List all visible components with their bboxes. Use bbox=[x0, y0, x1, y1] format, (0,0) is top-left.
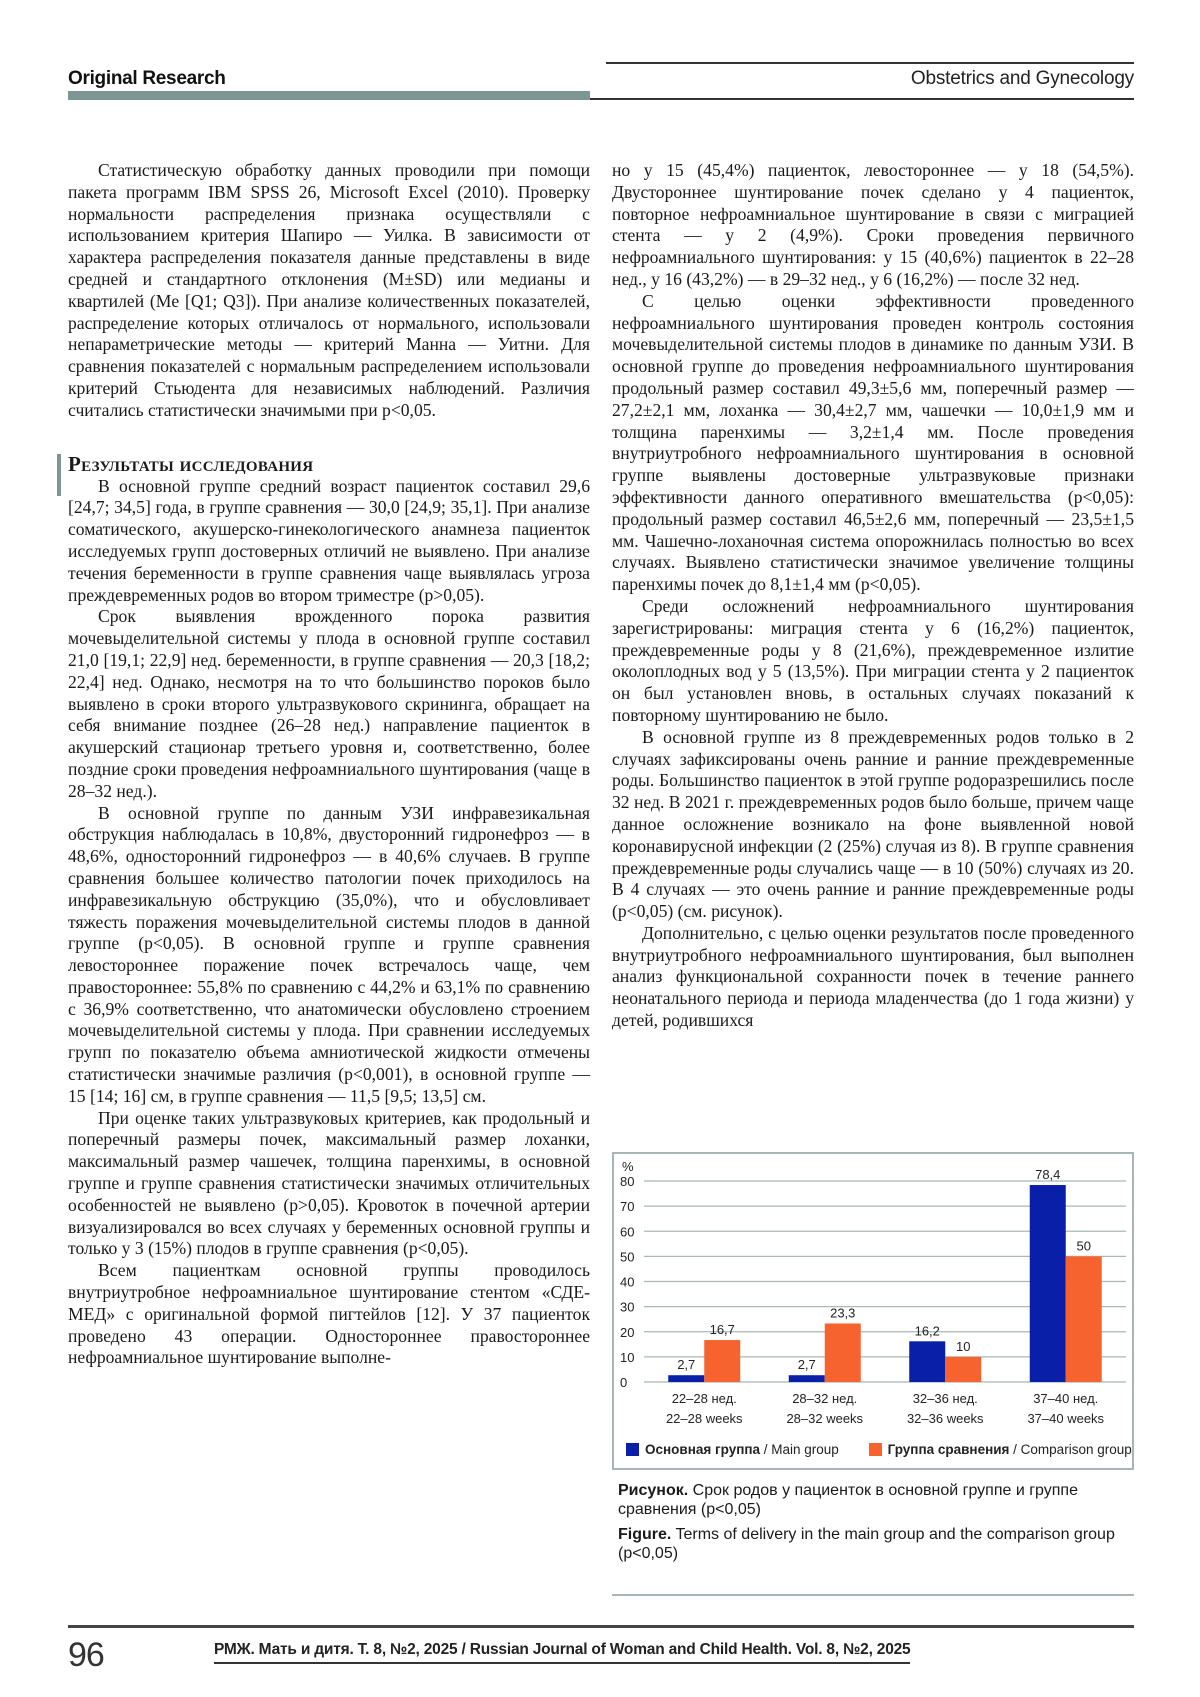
y-tick-label: 40 bbox=[620, 1274, 635, 1290]
x-tick-label-en: 32–36 weeks bbox=[906, 1411, 984, 1426]
bar-value-label: 16,2 bbox=[914, 1323, 940, 1339]
x-axis-labels bbox=[666, 1391, 1105, 1426]
body-paragraph: С целью оценки эффективности проведенного нефроамниального шунтирования проведен контроль состояния мочевыделительной системы плодов в динамике по данным УЗИ. В основной группе до проведения нефроамниального шунтирования продольный размер составил 49,3±5,6 мм, поперечный размер — 27,2±2,1 мм, лоханка — 30,4±2,7 мм, чашечки — 10,0±1,9 мм и толщина паренхимы — 3,2±1,4 мм. После проведения внутриутробного нефроамниального шунтирования в основной группе выявлены достоверные ультразвуковые признаки эффективности данного оперативного вмешательства (p<0,05): продольный размер составил 46,5±2,6 мм, поперечный — 23,5±1,5 мм. Чашечно-лоханочная система опорожнилась полностью во всех случаях. Выявлено статистически значимое увеличение толщины паренхимы почек до 8,1±1,4 мм (p<0,05). bbox=[612, 290, 1134, 595]
x-tick-label-en: 28–32 weeks bbox=[786, 1411, 864, 1426]
bar-main-group bbox=[1030, 1185, 1066, 1382]
y-axis-ticks bbox=[620, 1174, 634, 1390]
body-paragraph: Среди осложнений нефроамниального шунтирования зарегистрированы: миграция стента у 6 (16,2%) пациенток, преждевременные роды у 8 (21,6%), преждевременное излитие околоплодных вод у 5 (13,5%). При миграции стента у 2 пациенток он был установлен вновь, в остальных случаях показаний к повторному шунтированию не было. bbox=[612, 595, 1134, 725]
y-tick-label: 50 bbox=[620, 1249, 635, 1265]
legend-swatch-main bbox=[626, 1443, 639, 1456]
legend-item-main: Основная группа / Main group bbox=[626, 1442, 839, 1457]
results-paragraph: В основной группе по данным УЗИ инфравезикальная обструкция наблюдалась в 10,8%, двусторонний гидронефроз — в 48,6%, односторонний гидронефроз — в 40,6% случаев. В группе сравнения большее количество патологии почек приходилось на инфравезикальную обструкцию (35,0%), что и обусловливает тяжесть поражения мочевыделительной системы плодов в данной группе (p<0,05). В основной группе и группе сравнения левостороннее поражение почек встречалось чаще, чем правостороннее: 55,8% по сравнению с 44,2% и 63,1% по сравнению с 36,9% соответственно, что анатомически обусловлено строением мочевыделительной системы у плода. При сравнении исследуемых групп по показателю объема амниотической жидкости отмечены статистически значимые различия (p<0,001), в основной группе — 15 [14; 16] см, в группе сравнения — 11,5 [9,5; 13,5] см. bbox=[68, 802, 590, 1106]
bar-value-label: 2,7 bbox=[677, 1357, 696, 1373]
chart-legend bbox=[626, 1442, 1158, 1457]
bar-value-label: 10 bbox=[956, 1338, 971, 1354]
y-tick-label: 0 bbox=[620, 1375, 628, 1390]
journal-citation: РМЖ. Мать и дитя. Т. 8, №2, 2025 / Russian Journal of Woman and Child Health. Vol. 8, №2, 2025 bbox=[214, 1641, 910, 1664]
header-accent-bar bbox=[68, 91, 590, 100]
y-tick-label: 10 bbox=[620, 1349, 635, 1365]
header-rule-top bbox=[606, 62, 1134, 64]
legend-item-comparison: Группа сравнения / Comparison group bbox=[869, 1442, 1132, 1457]
footer-rule bbox=[68, 1625, 1134, 1628]
legend-swatch-comparison bbox=[869, 1443, 882, 1456]
y-tick-label: 20 bbox=[620, 1324, 635, 1340]
caption-en: Figure. Terms of delivery in the main group and the comparison group (p<0,05) bbox=[618, 1526, 1115, 1562]
body-paragraph: но у 15 (45,4%) пациенток, левостороннее — у 18 (54,5%). Двустороннее шунтирование почек сделано у 4 пациенток, повторное нефроамниальное шунтирование в связи с миграцией стента — у 2 (4,9%). Сроки проведения первичного нефроамниального шунтирования: у 15 (40,6%) пациенток в 22–28 нед., у 16 (43,2%) — в 29–32 нед., у 6 (16,2%) — после 32 нед. bbox=[612, 160, 1134, 289]
x-tick-label-ru: 37–40 нед. bbox=[1033, 1391, 1099, 1406]
left-column bbox=[68, 160, 590, 1369]
results-paragraph: В основной группе средний возраст пациенток составил 29,6 [24,7; 34,5] года, в группе сравнения — 30,0 [24,9; 35,1]. При анализе соматического, акушерско-гинекологического анамнеза пациенток исследуемых групп достоверных отличий не выявлено. При анализе течения беременности в группе сравнения чаще выявлялась угроза преждевременных родов во втором триместре (p>0,05). bbox=[68, 475, 590, 605]
results-paragraph: Срок выявления врожденного порока развития мочевыделительной системы у плода в основной группе составил 21,0 [19,1; 22,9] нед. беременности, в группе сравнения — 20,3 [18,2; 22,4] нед. Однако, несмотря на то что большинство пороков было выявлено в сроки второго ультразвукового скрининга, обращает на себя внимание позднее (26–28 нед.) направление пациенток в акушерский стационар третьего уровня и, соответственно, более поздние сроки проведения нефроамниального шунтирования (чаще в 28–32 нед.). bbox=[68, 606, 590, 801]
figure-bar-chart bbox=[612, 1152, 1134, 1470]
bar-comparison-group bbox=[704, 1340, 740, 1382]
body-paragraph: Дополнительно, с целью оценки результатов после проведенного внутриутробного нефроамниального шунтирования, был выполнен анализ функциональной сохранности почек в течение раннего неонатального периода и периода младенчества (до 1 года жизни) у детей, родившихся bbox=[612, 922, 1134, 1031]
bar-comparison-group bbox=[1066, 1256, 1102, 1382]
bar-main-group bbox=[668, 1375, 704, 1382]
bar-value-label: 23,3 bbox=[830, 1305, 856, 1321]
bar-main-group bbox=[909, 1341, 945, 1382]
x-tick-label-en: 37–40 weeks bbox=[1027, 1411, 1105, 1426]
bar-comparison-group bbox=[945, 1357, 981, 1382]
section-heading-results: Результаты исследования bbox=[68, 452, 590, 476]
x-tick-label-ru: 32–36 нед. bbox=[912, 1391, 978, 1406]
y-tick-label: 60 bbox=[620, 1224, 635, 1240]
bar-chart-canvas bbox=[614, 1154, 1132, 1468]
body-paragraph: В основной группе из 8 преждевременных родов только в 2 случаях зафиксированы очень ранние и ранние преждевременные роды. Большинство пациенток в этой группе родоразрешились после 32 нед. В 2021 г. преждевременных родов было больше, причем чаще данное осложнение возникало на фоне выявленной новой коронавирусной инфекции (2 (25%) случая из 8). В группе сравнения преждевременные роды случались чаще — в 10 (50%) случаях из 20. В 4 случаях — это очень ранние и ранние преждевременные роды (p<0,05) (см. рисунок). bbox=[612, 726, 1134, 922]
y-tick-label: 80 bbox=[620, 1174, 635, 1189]
bar-value-label: 2,7 bbox=[797, 1357, 816, 1373]
figure-caption bbox=[618, 1481, 1128, 1569]
y-tick-label: 70 bbox=[620, 1199, 635, 1215]
x-tick-label-ru: 28–32 нед. bbox=[792, 1391, 858, 1406]
y-axis-unit: % bbox=[622, 1159, 634, 1174]
bar-value-label: 78,4 bbox=[1035, 1167, 1061, 1183]
x-tick-label-en: 22–28 weeks bbox=[665, 1411, 743, 1426]
chart-bars bbox=[668, 1185, 1102, 1382]
right-column bbox=[612, 160, 1134, 1032]
bar-comparison-group bbox=[825, 1323, 861, 1382]
y-tick-label: 30 bbox=[620, 1299, 635, 1315]
page-number: 96 bbox=[68, 1636, 104, 1674]
bar-value-label: 50 bbox=[1076, 1238, 1091, 1254]
results-paragraph: Всем пациенткам основной группы проводилось внутриутробное нефроамниальное шунтирование стентом «СДЕ-МЕД» с оригинальной формой пигтейлов [12]. У 37 пациенток проведено 43 операции. Одностороннее правостороннее нефроамниальное шунтирование выполне- bbox=[68, 1260, 590, 1368]
methods-paragraph: Статистическую обработку данных проводили при помощи пакета программ IBM SPSS 26, Microsoft Excel (2010). Проверку нормальности распределения признака осуществляли с использованием критерия Шапиро — Уилка. В зависимости от характера распределения показателя данные представлены в виде средней и стандартного отклонения (M±SD) или медианы и квартилей (Me [Q1; Q3]). При анализе количественных показателей, распределение которых отличалось от нормального, использовали непараметрические методы — критерий Манна — Уитни. Для сравнения показателей с нормальным распределением использовали критерий Стьюдента для независимых наблюдений. Различия считались статистически значимыми при p<0,05. bbox=[68, 160, 590, 420]
bar-main-group bbox=[789, 1375, 825, 1382]
x-tick-label-ru: 22–28 нед. bbox=[671, 1391, 737, 1406]
bar-value-label: 16,7 bbox=[709, 1322, 735, 1338]
caption-ru: Рисунок. Срок родов у пациенток в основной группе и группе сравнения (p<0,05) bbox=[618, 1482, 1078, 1518]
section-label: Original Research bbox=[68, 68, 226, 89]
caption-rule bbox=[612, 1594, 1134, 1596]
results-paragraph: При оценке таких ультразвуковых критериев, как продольный и поперечный размеры почек, максимальный размер лоханки, максимальный размер чашечек, толщина паренхимы, в основной группе и группе сравнения статистически значимых отличительных особенностей не выявлено (p>0,05). Кровоток в почечной артерии визуализировался во всех случаях у беременных основной группы и только у 3 (15%) плодов в группе сравнения (p<0,05). bbox=[68, 1107, 590, 1259]
journal-section: Obstetrics and Gynecology bbox=[910, 68, 1134, 89]
header-rule-bottom bbox=[590, 98, 1134, 100]
